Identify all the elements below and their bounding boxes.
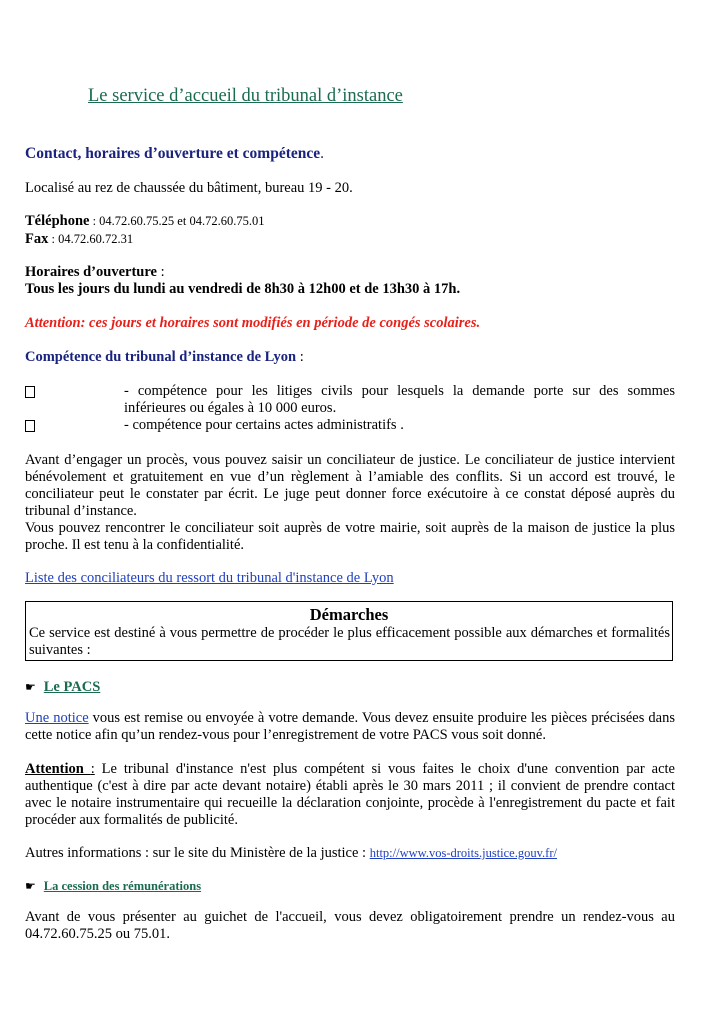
attention-alert: Attention: ces jours et horaires sont modifiés en période de congés scolaires. <box>25 315 481 331</box>
pacs-attention-paragraph <box>25 761 675 829</box>
justice-site-link[interactable]: http://www.vos-droits.justice.gouv.fr/ <box>369 846 557 860</box>
horaires-label-line <box>25 264 165 281</box>
pacs-line-1-text: vous est remise ou envoyée à votre demande. Vous devez ensuite produire les pièces précisées dans <box>88 710 675 726</box>
conciliateur-line-4: tribunal d’instance. <box>25 503 137 519</box>
page-title: Le service d’accueil du tribunal d’instance <box>88 86 403 106</box>
telephone-value: : 04.72.60.75.25 et 04.72.60.75.01 <box>89 214 265 228</box>
conciliateur-line-3: conciliateur peut le constater par écrit. Le juge peut donner force exécutoire à ce constat déposé auprès du <box>25 486 675 502</box>
contact-heading-text: Contact, horaires d’ouverture et compétence <box>25 145 321 162</box>
conciliateur-line-5: Vous pouvez rencontrer le conciliateur soit auprès de votre mairie, soit auprès de la maison de justice la plus <box>25 520 675 536</box>
fax-label: Fax <box>25 231 49 247</box>
horaires-label-suffix: : <box>156 264 165 280</box>
cession-heading <box>25 878 201 895</box>
notice-link[interactable]: Une notice <box>25 710 89 726</box>
contact-heading <box>25 145 324 163</box>
conciliateur-line-2: bénévolement et gratuitement en vue d’un règlement à l’amiable des conflits. Si un accord est trouvé, le <box>25 469 675 485</box>
autres-informations <box>25 845 557 862</box>
pacs-attention-label: Attention <box>25 761 91 777</box>
square-bullet-icon <box>25 386 35 398</box>
horaires-text: Tous les jours du lundi au vendredi de 8h30 à 12h00 et de 13h30 à 17h. <box>25 281 461 297</box>
competence-item-1 <box>124 383 675 417</box>
location-text: Localisé au rez de chaussée du bâtiment, bureau 19 - 20. <box>25 180 353 196</box>
pacs-heading-link[interactable]: Le PACS <box>43 679 101 695</box>
telephone-line <box>25 213 264 230</box>
conciliateur-line-6: proche. Il est tenu à la confidentialité. <box>25 537 245 553</box>
pacs-attention-line-3: avec le notaire instrumentaire qui recueille la déclaration conjointe, procède à l'enregistrement du pacte et fait <box>25 795 675 811</box>
competence-item-2: - compétence pour certains actes administratifs . <box>124 417 404 433</box>
competence-heading-suffix: : <box>296 349 304 365</box>
pacs-attention-line-1-text: Le tribunal d'instance n'est plus compétent si vous faites le choix d'une convention par acte <box>94 761 675 777</box>
cession-paragraph <box>25 909 675 943</box>
cession-heading-link[interactable]: La cession des rémunérations <box>43 879 202 893</box>
contact-heading-dot: . <box>320 145 325 162</box>
conciliateurs-list-link[interactable]: Liste des conciliateurs du ressort du tribunal d'instance de Lyon <box>25 570 394 586</box>
conciliateur-paragraph <box>25 452 675 554</box>
pacs-paragraph <box>25 710 675 744</box>
competence-heading-text: Compétence du tribunal d’instance de Lyon <box>25 349 297 365</box>
conciliateur-line-1: Avant d’engager un procès, vous pouvez saisir un conciliateur de justice. Le conciliateur de justice intervient <box>25 452 675 468</box>
demarches-text-line1: Ce service est destiné à vous permettre de procéder le plus efficacement possible aux démarches et formalités <box>29 625 670 641</box>
pacs-line-1 <box>25 710 675 727</box>
fax-value: : 04.72.60.72.31 <box>48 232 134 246</box>
competence-item-1-line1: - compétence pour les litiges civils pour lesquels la demande porte sur des sommes <box>124 383 675 399</box>
fax-line <box>25 231 133 248</box>
pacs-attention-line-1 <box>25 761 675 778</box>
pacs-attention-colon: : <box>90 761 95 777</box>
demarches-text-line2: suivantes : <box>29 642 91 658</box>
pointing-hand-icon: ☛ <box>25 879 36 893</box>
pacs-attention-line-4: procéder aux formalités de publicité. <box>25 812 238 828</box>
autres-label: Autres informations : sur le site du Ministère de la justice : <box>25 845 370 861</box>
demarches-title: Démarches <box>309 605 389 624</box>
demarches-box <box>25 601 673 661</box>
telephone-label: Téléphone <box>25 213 90 229</box>
square-bullet-icon <box>25 420 35 432</box>
cession-line-1: Avant de vous présenter au guichet de l'accueil, vous devez obligatoirement prendre un rendez-vous au <box>25 909 675 925</box>
pacs-heading <box>25 679 100 696</box>
horaires-label: Horaires d’ouverture <box>25 264 157 280</box>
competence-heading <box>25 349 304 366</box>
pointing-hand-icon: ☛ <box>25 680 36 694</box>
competence-item-1-line2: inférieures ou égales à 10 000 euros. <box>124 400 337 416</box>
pacs-attention-line-2: authentique (c'est à dire par acte devant notaire) établi après le 30 mars 2011 ; il convient de prendre contact <box>25 778 675 794</box>
pacs-line-2: cette notice afin qu’un rendez-vous pour l’enregistrement de votre PACS vous soit donné. <box>25 727 546 743</box>
demarches-text <box>26 625 672 659</box>
cession-line-2: 04.72.60.75.25 ou 75.01. <box>25 926 170 942</box>
